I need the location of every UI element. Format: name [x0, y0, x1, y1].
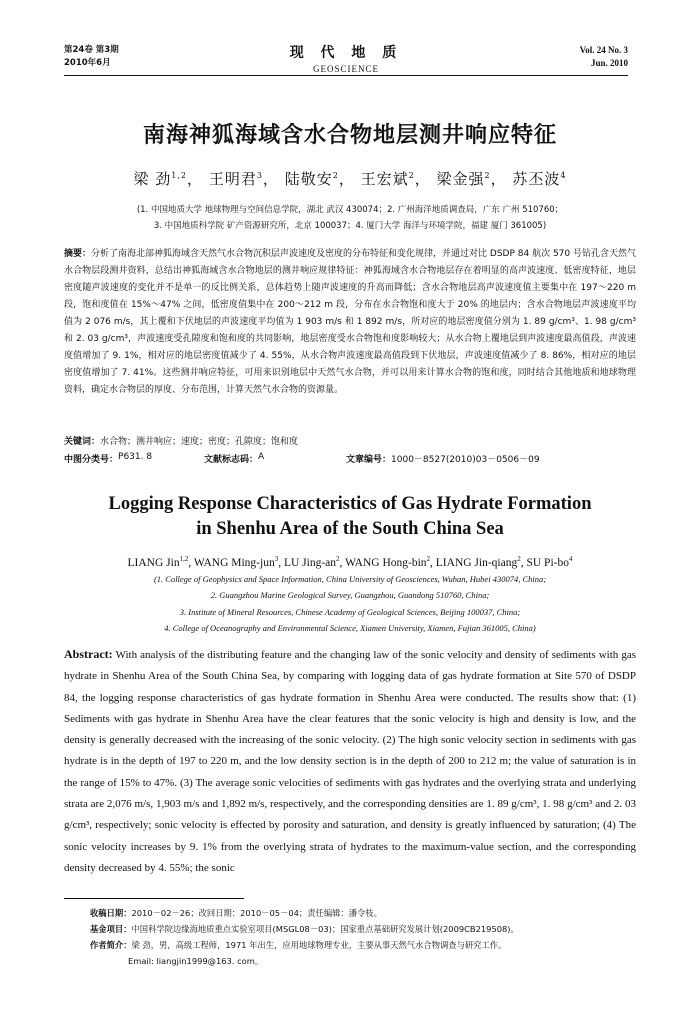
en-abstract-label: Abstract: [64, 647, 113, 661]
cn-authors: 梁 劲$^{1,2}$， 王明君$^3$， 陆敬安$^2$， 王宏斌$^2$， 梁金强$^2$， 苏丕波$^4$ [133, 170, 567, 188]
cn-abstract [64, 246, 636, 399]
journal-name [64, 42, 628, 74]
en-affiliation-4: 4. College of Oceanography and Environmental Science, Xiamen University, Xiamen, Fujian 361005, China) [164, 623, 536, 633]
cn-author: 梁金强$^2$ [436, 170, 491, 188]
cn-author: 苏丕波$^4$ [512, 170, 567, 188]
footnote-fund: 基金项目：中国科学院边缘海地质重点实验室项目(MSGL08－03)；国家重点基础研究发展计划(2009CB219508)。 [90, 924, 519, 934]
cn-affiliation-line1: (1. 中国地质大学 地球物理与空间信息学院，湖北 武汉 430074；2. 广州海洋地质调查局，广东 广州 510760； [136, 205, 564, 215]
cn-author: 陆敬安$^2$ [284, 170, 339, 188]
en-authors: LIANG Jin$^{1,2}$, WANG Ming-jun$^3$, LU Jing-$an^2$, WANG Hong-bin$^2$, LIANG Jin-qiang$^2$, SU $Pi-bo^4$ [127, 555, 573, 569]
en-abstract [64, 644, 636, 879]
footnote-email[interactable]: Email: liangjin1999@163. com。 [128, 956, 264, 966]
cn-author: 王明君$^3$ [208, 170, 263, 188]
cn-affiliation-line2: 3. 中国地质科学院 矿产资源研究所，北京 100037；4. 厦门大学 海洋与环境学院，福建 厦门 361005) [153, 221, 547, 231]
journal-en: GEOSCIENCE [313, 64, 379, 74]
footnote-author: 作者简介：梁 劲，男，高级工程师，1971 年出生，应用地球物理专业，主要从事天然气水合物调查与研究工作。 [90, 940, 507, 950]
en-author: LIANG Jin-qiang$^2$ [435, 555, 521, 569]
footnote-received: 收稿日期：2010－02－26；改回日期：2010－05－04；责任编辑：潘令枝。 [90, 908, 382, 918]
journal-cn: 现 代 地 质 [289, 45, 403, 61]
cn-author: 王宏斌$^2$ [360, 170, 415, 188]
en-abstract-text: With analysis of the distributing feature and the changing law of the sonic velocity and density of sediments with gas hydrate in Shenhu Area of the South China Sea, by comparing with logging data of gas hydrate formation at Site 570 of DSDP 84, the logging response characteristics of gas hydrate formation in Shenhu Area were conducted. The results show that: (1) Sediments with gas hydrate in Shenhu Area have the clear features that the sonic velocity is high and density is low, and the density is generally decreased with the increasing of the sonic velocity. (2) The high sonic velocity section in sediments with gas hydrate is in the depth of 197 to 220 m, and the low density section is in the depth of 200 to 212 m; the value of saturation is in the range of 15% to 47%. (3) The average sonic velocities of sediments with gas hydrates and the overlying strata and underlying strata are 2,076 m/s, 1,903 m/s and 1,892 m/s, respectively, and the corresponding densities are 1. 89 g/cm³, 1. 98 g/cm³ and 2. 03 g/cm³, respectively; sonic velocity is effected by porosity and saturation, and density is greatly influenced by saturation; (4) The sonic velocity increases by 9. 1% from the overlying strata of hydrates to the maximum-value section, and the corresponding density decreased by 4. 55%; the sonic [64, 649, 636, 874]
date-en: Jun. 2010 [590, 58, 628, 68]
article-number: 文章编号： 1000－8527(2010)03－0506－09 [346, 455, 540, 465]
volume-cn: 第24卷 第3期 [64, 45, 119, 55]
en-author: SU $Pi-bo^4$ [526, 555, 573, 569]
en-affiliation-2: 2. Guangzhou Marine Geological Survey, Guangzhou, Guandong 510760, China; [210, 590, 490, 600]
en-author: LU Jing-$an^2$ [283, 555, 340, 569]
header-rule [64, 75, 628, 76]
cn-keywords-label: 关键词： [64, 437, 101, 447]
document-code: 文献标志码： A [204, 452, 265, 465]
date-cn: 2010年6月 [64, 58, 111, 68]
en-author: WANG Hong-bin$^2$ [345, 555, 431, 569]
footnote-rule [64, 898, 244, 899]
en-title-line2: in Shenhu Area of the South China Sea [196, 519, 504, 539]
running-header [64, 44, 628, 76]
en-title [0, 492, 700, 542]
cn-keywords-text: 水合物；测井响应；速度；密度；孔隙度；饱和度 [100, 437, 299, 447]
clc-number: 中图分类号： P631. 8 [64, 452, 153, 465]
en-affiliation-1: (1. College of Geophysics and Space Information, China University of Geosciences, Wuhan, Hubei 430074, China; [153, 574, 547, 584]
cn-keywords [64, 434, 636, 447]
header-right [580, 44, 628, 70]
en-affiliation-3: 3. Institute of Mineral Resources, Chinese Academy of Geological Sciences, Beijing 100037, China; [179, 607, 521, 617]
cn-author: 梁 劲$^{1,2}$ [133, 170, 188, 188]
en-author: WANG Ming-jun$^3$ [193, 555, 279, 569]
volume-en: Vol. 24 No. 3 [579, 45, 628, 55]
cn-abstract-text: 分析了南海北部神狐海域含天然气水合物沉积层声波速度及密度的分布特征和变化规律，并通过对比 DSDP 84 航次 570 号钻孔含天然气水合物层段测井资料，总结出神狐海域含水合物地层的测井响应规律特征：神狐海域含水合物地层存在着明显的高声波速度、低密度特征，地层密度随声波速度的变化并不是单一的反比例关系，总体趋势上随声波速度的升高而降低；含水合物地层高声波速度值主要集中在 197～220 m 段，饱和度值在 15%～47% 之间，低密度值集中在 200～212 m 段，分布在水合物饱和度大于 20% 的地层内；含水合物地层声波速度平均值为 2 076 m/s，其上覆和下伏地层的声波速度平均值为 1 903 m/s 和 1 892 m/s，所对应的地层密度值分别为 1. 89 g/cm³、1. 98 g/cm³ 和 2. 03 g/cm³，声波速度受孔隙度和饱和度的共同影响，地层密度受水合物饱和度影响较大；从水合物上覆地层到声波速度最高值段，声波速度值增加了 9. 1%，相对应的地层密度值减少了 4. 55%，从水合物声波速度最高值段到下伏地层，声波速度值减少了 8. 86%，相对应的地层密度值增加了 7. 41%。这些测井响应特征，可用来识别地层中天然气水合物，并可以用来计算水合物的饱和度，同时结合其他地质和地球物理资料，确定水合物层的厚度、分布范围，计算天然气水合物的资源量。 [64, 249, 636, 395]
cn-abstract-label: 摘要： [64, 249, 92, 259]
cn-title: 南海神狐海域含水合物地层测井响应特征 [142, 123, 557, 148]
en-title-line1: Logging Response Characteristics of Gas Hydrate Formation [108, 494, 592, 514]
en-author: LIANG Jin$^{1,2}$ [127, 555, 189, 569]
